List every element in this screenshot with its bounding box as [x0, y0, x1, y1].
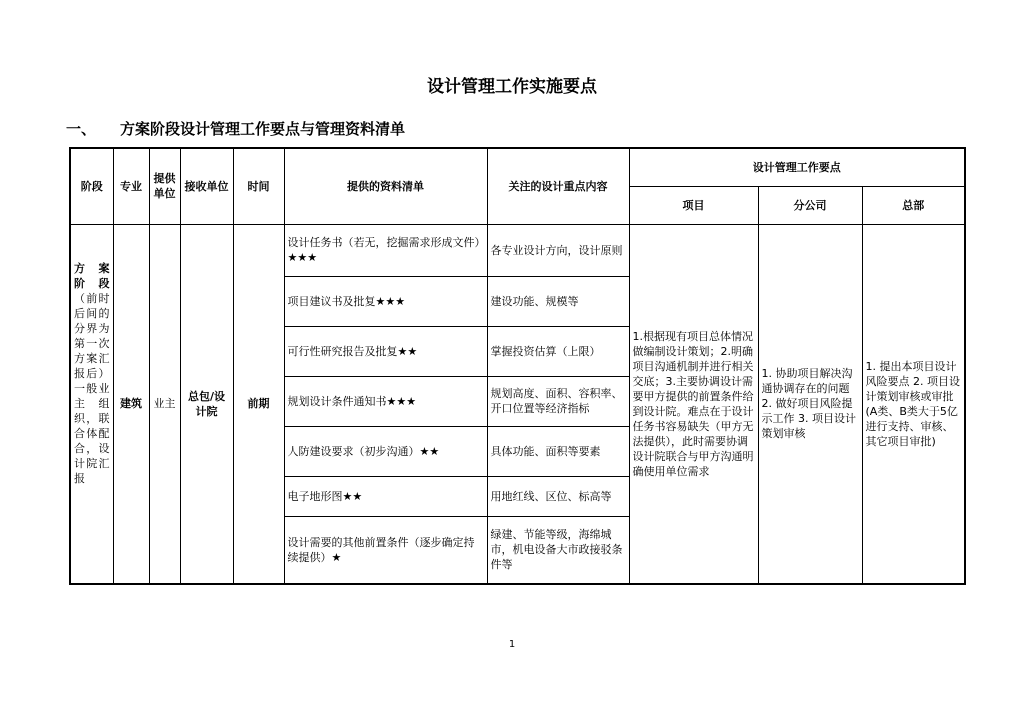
hq-points: 1. 提出本项目设计风险要点 2. 项目设计策划审核或审批(A类、B类大于5亿进行支持、审核、其它项目审批): [862, 224, 965, 584]
header-receiver: 接收单位: [180, 148, 233, 224]
focus-item: 绿建、节能等级，海绵城市，机电设备大市政接驳条件等: [487, 516, 629, 584]
header-phase: 阶段: [70, 148, 113, 224]
material-item: 人防建设要求（初步沟通）★★: [284, 426, 487, 476]
header-provider: 提供单位: [149, 148, 180, 224]
header-materials: 提供的资料清单: [284, 148, 487, 224]
focus-item: 掌握投资估算（上限）: [487, 326, 629, 376]
receiver-cell: 总包/设计院: [180, 224, 233, 584]
header-branch: 分公司: [758, 186, 862, 224]
discipline-cell: 建筑: [113, 224, 149, 584]
branch-points: 1. 协助项目解决沟通协调存在的问题 2. 做好项目风险提示工作 3. 项目设计策划审核: [758, 224, 862, 584]
time-cell: 前期: [233, 224, 284, 584]
page-number: 1: [508, 639, 516, 650]
header-hq: 总部: [862, 186, 965, 224]
section-heading: [66, 118, 405, 139]
material-item: 规划设计条件通知书★★★: [284, 376, 487, 426]
material-item: 可行性研究报告及批复★★: [284, 326, 487, 376]
section-number: 一、: [66, 120, 97, 138]
header-mgmt-group: 设计管理工作要点: [629, 148, 965, 186]
phase-cell: [70, 224, 113, 584]
header-project: 项目: [629, 186, 758, 224]
header-focus: 关注的设计重点内容: [487, 148, 629, 224]
project-points: 1.根据现有项目总体情况做编制设计策划；2.明确项目沟通机制并进行相关交底；3.主要协调设计需要甲方提供的前置条件给到设计院。难点在于设计任务书容易缺失（甲方无法提供），此时需要协调设计院联合与甲方沟通明确使用单位需求: [629, 224, 758, 584]
material-item: 设计任务书（若无，挖掘需求形成文件）★★★: [284, 224, 487, 276]
header-discipline: 专业: [113, 148, 149, 224]
section-title: 方案阶段设计管理工作要点与管理资料清单: [120, 120, 406, 138]
focus-item: 用地红线、区位、标高等: [487, 476, 629, 516]
focus-item: 各专业设计方向，设计原则: [487, 224, 629, 276]
document-title: 设计管理工作实施要点: [427, 77, 597, 97]
focus-item: 规划高度、面积、容积率、开口位置等经济指标: [487, 376, 629, 426]
focus-item: 具体功能、面积等要素: [487, 426, 629, 476]
header-time: 时间: [233, 148, 284, 224]
material-item: 电子地形图★★: [284, 476, 487, 516]
management-table: [69, 147, 966, 585]
material-item: 设计需要的其他前置条件（逐步确定持续提供）★: [284, 516, 487, 584]
phase-title: 方 案 阶 段: [74, 261, 110, 290]
provider-cell: 业主: [149, 224, 180, 584]
material-item: 项目建议书及批复★★★: [284, 276, 487, 326]
phase-description: （前时后间的分界为第一次方案汇报后）一般业主组织，联合体配合，设计院汇报: [74, 291, 110, 485]
focus-item: 建设功能、规模等: [487, 276, 629, 326]
